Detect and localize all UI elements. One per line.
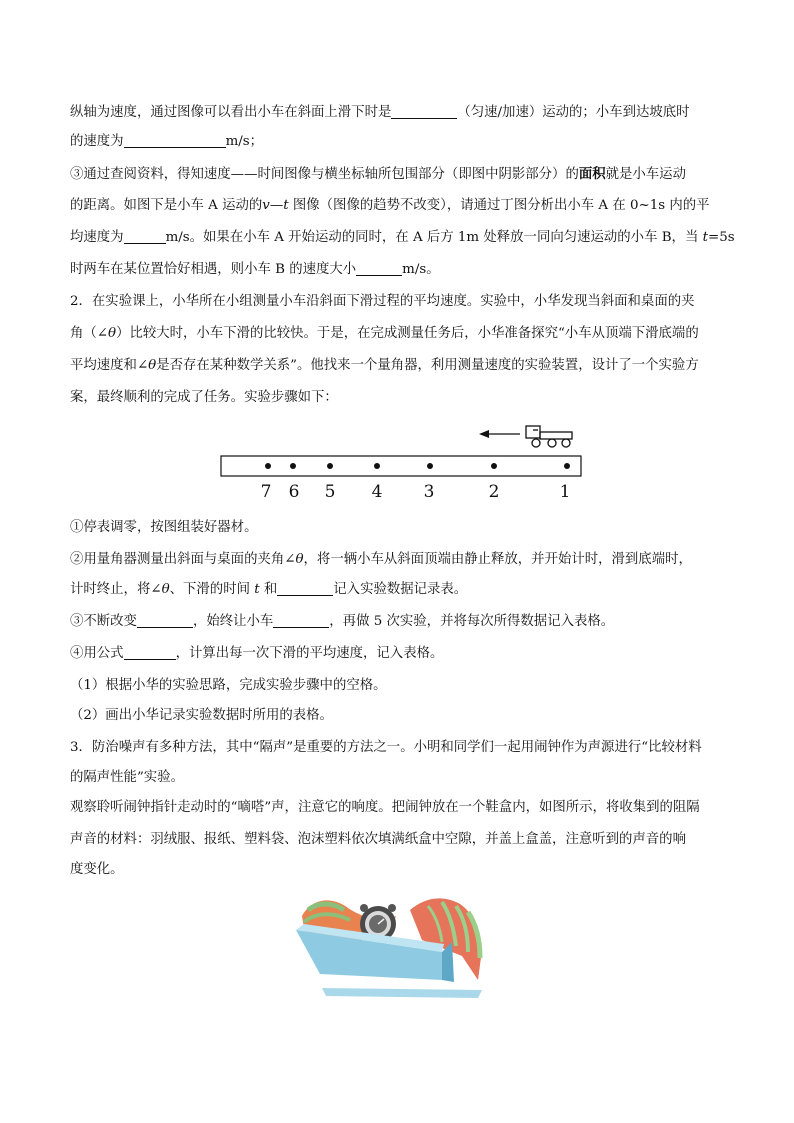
text: 计时终止，将 xyxy=(70,582,151,597)
symbol-t: t xyxy=(254,582,260,597)
symbol-v: v xyxy=(262,198,270,213)
symbol-t: t xyxy=(283,198,289,213)
text: 度变化。 xyxy=(70,862,124,877)
text: 和 xyxy=(259,582,278,597)
track-dot xyxy=(327,463,333,469)
text: ，再做 5 次实验，并将每次所得数据记入表格。 xyxy=(329,614,615,629)
q3-line-5 xyxy=(70,860,730,880)
dot-label: 1 xyxy=(559,482,571,502)
shoebox-clock-illustration xyxy=(292,894,504,1004)
q2-line-1 xyxy=(70,292,730,312)
step-4 xyxy=(70,644,730,664)
text: （匀速/加速）运动的；小车到达坡底时 xyxy=(457,105,690,120)
answer-blank[interactable] xyxy=(273,613,329,628)
q2-line-4 xyxy=(70,388,730,408)
track-dot xyxy=(374,463,380,469)
text: ，计算出每一次下滑的平均速度，记入表格。 xyxy=(175,646,444,661)
q2-line-2 xyxy=(70,324,730,344)
q3-line-3 xyxy=(70,798,730,818)
q1-line-6 xyxy=(70,260,730,280)
answer-blank[interactable] xyxy=(124,229,166,244)
text: 角（ xyxy=(70,326,97,341)
answer-blank[interactable] xyxy=(124,133,226,148)
dot-label: 4 xyxy=(371,482,383,502)
q1-line-5 xyxy=(70,228,735,248)
answer-blank[interactable] xyxy=(124,645,176,660)
symbol-theta: ∠θ xyxy=(136,358,157,373)
step-2 xyxy=(70,550,730,570)
text: ③不断改变 xyxy=(70,614,137,629)
text: 均速度为 xyxy=(70,230,124,245)
cart-icon xyxy=(526,426,572,447)
text: ，将一辆小车从斜面顶端由静止释放，并开始计时，滑到底端时， xyxy=(303,552,692,567)
subquestion-2 xyxy=(70,706,730,726)
dot-label: 5 xyxy=(324,482,336,502)
text: 案，最终顺利的完成了任务。实验步骤如下： xyxy=(70,390,338,405)
text: m/s。 xyxy=(402,262,440,277)
text: 3．防治噪声有多种方法，其中“隔声”是重要的方法之一。小明和同学们一起用闹钟作为声源进行“比较材料 xyxy=(70,740,702,755)
q3-line-4 xyxy=(70,830,730,850)
text: 的距离。如图下是小车 A 运动的 xyxy=(70,198,263,213)
track-dot xyxy=(564,463,570,469)
arrow-left-icon xyxy=(479,430,520,438)
text: ）比较大时，小车下滑的比较快。于是，在完成测量任务后，小华准备探究“小车从顶端下滑底端的 xyxy=(116,326,699,341)
q1-line-4 xyxy=(70,196,730,216)
q1-line-2 xyxy=(70,132,730,152)
answer-blank[interactable] xyxy=(356,261,402,276)
q1-line-1 xyxy=(70,103,730,123)
box-lid xyxy=(322,988,482,998)
text: 纵轴为速度，通过图像可以看出小车在斜面上滑下时是 xyxy=(70,105,392,120)
dot-label: 3 xyxy=(423,482,435,502)
text: 的速度为 xyxy=(70,134,124,149)
track-dot xyxy=(265,463,271,469)
text: （1）根据小华的实验思路，完成实验步骤中的空格。 xyxy=(70,678,387,693)
text: ②用量角器测量出斜面与桌面的夹角 xyxy=(70,552,285,567)
text: 、下滑的时间 xyxy=(169,582,255,597)
q3-line-2 xyxy=(70,768,730,788)
text: 的隔声性能”实验。 xyxy=(70,770,184,785)
text: 就是小车运动 xyxy=(605,167,686,182)
dot-label: 2 xyxy=(488,482,500,502)
bold-text: 面积 xyxy=(578,166,606,182)
text: 是否存在某种数学关系”。他找来一个量角器，利用测量速度的实验装置，设计了一个实验方 xyxy=(156,358,699,373)
q2-line-3 xyxy=(70,356,730,376)
dot-label: 6 xyxy=(288,482,300,502)
text: ①停表调零，按图组装好器材。 xyxy=(70,520,258,535)
text: =5s xyxy=(707,230,735,245)
answer-blank[interactable] xyxy=(391,104,457,119)
track-dot xyxy=(290,463,296,469)
track-figure xyxy=(215,418,585,502)
text: m/s。如果在小车 A 开始运动的同时，在 A 后方 1m 处释放一同向匀速运动的小车 B，当 xyxy=(165,230,703,245)
dot-label: 7 xyxy=(260,482,272,502)
step-3 xyxy=(70,612,730,632)
text: m/s； xyxy=(225,134,264,149)
track-dot xyxy=(491,463,497,469)
text: 声音的材料：羽绒服、报纸、塑料袋、泡沫塑料依次填满纸盒中空隙，并盖上盒盖，注意听到的声音的响 xyxy=(70,832,686,847)
text: （2）画出小华记录实验数据时所用的表格。 xyxy=(70,708,333,723)
symbol-theta: ∠θ xyxy=(150,582,170,597)
track-board xyxy=(221,456,581,476)
track-dot xyxy=(427,463,433,469)
text: 时两车在某位置恰好相遇，则小车 B 的速度大小 xyxy=(70,262,357,277)
text: 2．在实验课上，小华所在小组测量小车沿斜面下滑过程的平均速度。实验中，小华发现当斜面和桌面的夹 xyxy=(70,294,695,309)
text: — xyxy=(269,198,284,213)
text: 平均速度和 xyxy=(70,358,137,373)
text: 记入实验数据记录表。 xyxy=(333,582,468,597)
answer-blank[interactable] xyxy=(277,581,333,596)
text: ③通过查阅资料，得知速度——时间图像与横坐标轴所包围部分（即图中阴影部分）的 xyxy=(70,167,579,182)
subquestion-1 xyxy=(70,676,730,696)
step-1 xyxy=(70,518,730,538)
symbol-theta: ∠θ xyxy=(96,326,117,341)
text: 观察聆听闹钟指针走动时的“嘀嗒”声，注意它的响度。把闹钟放在一个鞋盒内，如图所示，将收集到的阻隔 xyxy=(70,800,700,815)
step-2-cont xyxy=(70,580,730,600)
symbol-t: t xyxy=(702,230,708,245)
text: ，始终让小车 xyxy=(192,614,274,629)
symbol-theta: ∠θ xyxy=(284,552,304,567)
text: 图像（图像的趋势不改变），请通过丁图分析出小车 A 在 0~1s 内的平 xyxy=(288,198,710,213)
q3-line-1 xyxy=(70,738,730,758)
text: ④用公式 xyxy=(70,646,124,661)
q1-line-3 xyxy=(70,164,730,185)
answer-blank[interactable] xyxy=(137,613,193,628)
